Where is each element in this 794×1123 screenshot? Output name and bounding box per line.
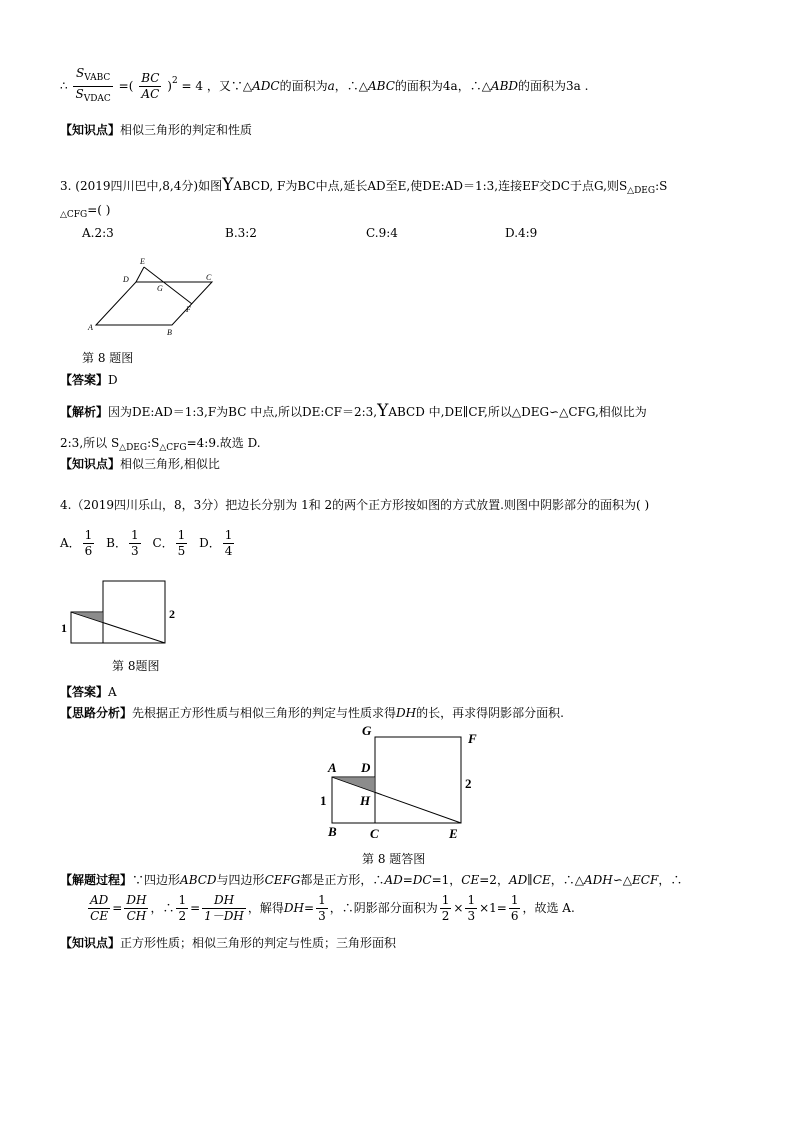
label-c: C: [370, 826, 379, 841]
label-b: B: [167, 328, 172, 337]
option-b-fraction: $\frac{1}{3}$: [130, 528, 139, 558]
q4-answer-figure-caption: 第 8 题答图: [362, 852, 426, 866]
label-e: E: [140, 257, 145, 266]
q4-process-line1: 【解题过程】∵四边形ABCD与四边形CEFG都是正方形，∴AD=DC=1，CE=2，AD∥CE，∴△ADH∽△ECF，∴: [60, 873, 683, 887]
segment-de: [136, 267, 144, 282]
q4-answer-figure: [312, 720, 482, 845]
area-ratio-fraction: $\frac{S_{VABC}}{S_{VDAC}}$: [75, 66, 111, 104]
q3-figure-caption: 第 8 题图: [82, 351, 134, 365]
q3-option-a: A.2:3: [82, 226, 114, 240]
q3-knowledge-point: 【知识点】相似三角形,相似比: [60, 457, 220, 471]
parallelogram-abcd: [96, 282, 212, 325]
q4-knowledge-point: 【知识点】正方形性质；相似三角形的判定与性质；三角形面积: [60, 936, 397, 950]
option-d-fraction: $\frac{1}{4}$: [224, 528, 233, 558]
q3-stem-line1: 3. (2019四川巴中,8,4分)如图YABCD, F为BC中点,延长AD至E,使DE:AD＝1:3,连接EF交DC于点G,则$S_{\triangle DEG}:S$: [60, 175, 668, 196]
label-g: G: [157, 284, 163, 293]
q3-parallelogram-figure: [82, 250, 232, 340]
label-c: C: [206, 273, 212, 282]
shaded-triangle-adh: [332, 777, 375, 792]
q4-process-line2: $\frac{AD}{CE}$ = $\frac{DH}{CH}$ ，∴ $\frac{1}{2}$ = $\frac{DH}{1-DH}$ ，解得DH= $\frac{1}{3}$ ，∴阴影部分面积为 $\frac{1}{2}$ × $\frac{1}{3}$ ×1= $\frac{1}{6}$ ，故选 A.: [90, 893, 575, 923]
label-f: F: [186, 305, 191, 314]
label-h: H: [360, 793, 371, 808]
label-side-2: 2: [465, 776, 472, 791]
label-f: F: [468, 731, 477, 746]
q3-analysis-line1: 【解析】因为DE:AD＝1:3,F为BC 中点,所以DE:CF＝2:3,YABCD 中,DE∥CF,所以△DEG∽△CFG,相似比为: [60, 401, 647, 421]
knowledge-point-1: 【知识点】相似三角形的判定和性质: [60, 123, 253, 137]
label-a: A: [328, 760, 337, 775]
label-e: E: [449, 826, 458, 841]
q3-option-c: C.9:4: [366, 226, 398, 240]
label-d: D: [123, 275, 129, 284]
label-a: A: [88, 323, 93, 332]
square-cefg: [375, 737, 461, 823]
option-a-fraction: $\frac{1}{6}$: [84, 528, 93, 558]
q4-figure-caption: 第 8题图: [112, 659, 160, 673]
label-g: G: [362, 723, 372, 738]
label-side-2: 2: [169, 607, 175, 621]
q4-squares-figure: [55, 578, 185, 650]
q3-stem-line2: $_{\triangle CFG}$=( ): [60, 203, 111, 220]
q3-option-d: D.4:9: [505, 226, 538, 240]
q3-option-b: B.3:2: [225, 226, 257, 240]
segment-ef: [144, 267, 192, 304]
q3-answer: 【答案】D: [60, 373, 118, 387]
label-d: D: [361, 760, 371, 775]
label-side-1: 1: [61, 621, 67, 635]
parallelogram-symbol: Y: [222, 175, 234, 195]
option-c-fraction: $\frac{1}{5}$: [177, 528, 186, 558]
q4-options: A． $\frac{1}{6}$ B． $\frac{1}{3}$ C． $\frac{1}{5}$ D． $\frac{1}{4}$: [60, 528, 233, 558]
top-formula-line: ∴ $\frac{S_{VABC}}{S_{VDAC}}$ =( $\frac{BC}{AC}$ )$^2$ = 4 ，又∵△ADC的面积为a，∴△ABC的面积为4a，∴△ABD的面积为3a .: [60, 66, 589, 107]
large-square: [103, 581, 165, 643]
q4-stem: 4.（2019四川乐山，8，3分）把边长分别为 1和 2的两个正方形按如图的方式放置.则图中阴影部分的面积为( ): [60, 498, 650, 512]
q4-idea: 【思路分析】先根据正方形性质与相似三角形的判定与性质求得DH的长，再求得阴影部分面积.: [60, 706, 564, 720]
label-side-1: 1: [320, 793, 327, 808]
q4-answer: 【答案】A: [60, 685, 117, 699]
label-b: B: [328, 824, 337, 839]
side-ratio-fraction: $\frac{BC}{AC}$: [141, 71, 160, 101]
parallelogram-symbol: Y: [377, 401, 389, 421]
q3-analysis-line2: 2:3,所以 $S_{\triangle DEG}:S_{\triangle CFG}=4:9$.故选 D.: [60, 436, 261, 453]
therefore-symbol: ∴: [60, 79, 68, 93]
shaded-triangle: [71, 612, 103, 623]
